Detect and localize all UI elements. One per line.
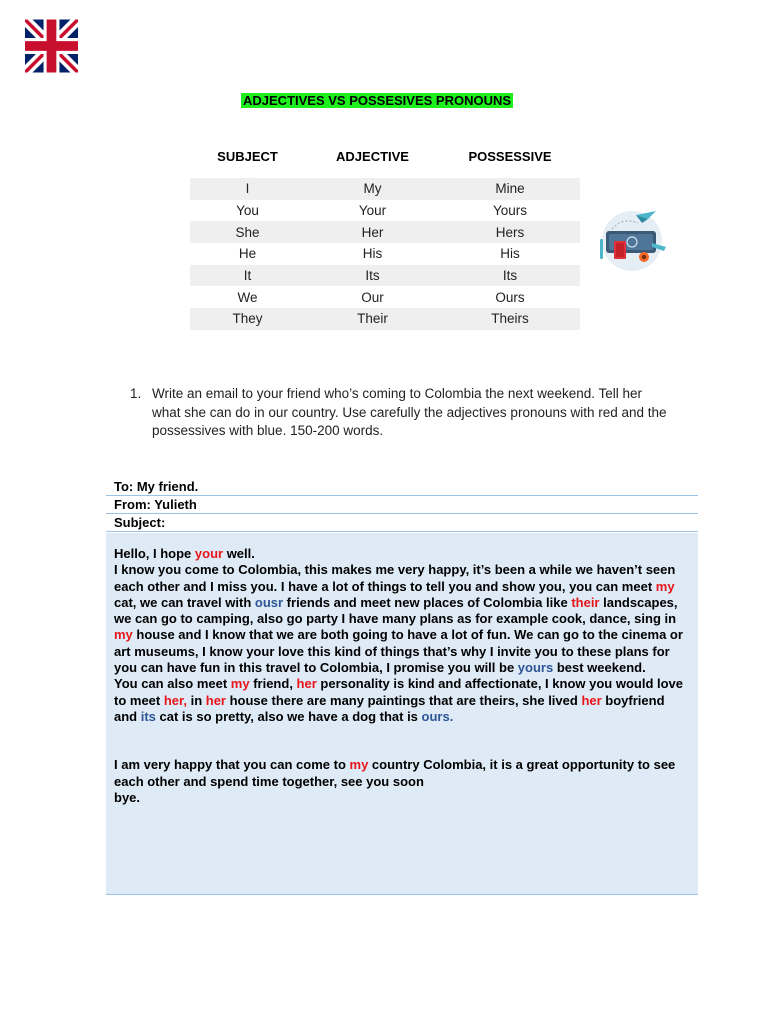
email-text: You can also meet xyxy=(114,676,231,692)
column-header: SUBJECT xyxy=(217,148,278,164)
email-text: I know you come to Colombia, this makes me very happy, it’s been a while we haven’t seen each other and I miss you. I have a lot of things to tell you and show you, you can meet xyxy=(114,562,676,594)
email-text: Hello, I hope xyxy=(114,546,195,561)
email-paragraph xyxy=(114,790,690,806)
instruction-number: 1. xyxy=(130,386,142,401)
table-cell: Yours xyxy=(492,203,528,219)
table-cell: We xyxy=(237,289,258,305)
table-cell: I xyxy=(245,181,250,197)
adjective-word: her xyxy=(205,692,226,708)
table-cell: Their xyxy=(357,311,388,327)
table-cell: Theirs xyxy=(491,311,529,327)
email-paragraph xyxy=(114,757,690,790)
email-text: bye. xyxy=(114,789,141,805)
table-cell: Her xyxy=(361,224,384,240)
email-text: cat is so pretty, also we have a dog that is xyxy=(155,708,422,724)
adjective-word: your xyxy=(194,546,224,561)
email-text: cat, we can travel with xyxy=(114,594,255,610)
email-text: house there are many paintings that are theirs, she lived xyxy=(225,692,582,708)
table-row xyxy=(190,265,580,287)
page-title: ADJECTIVES VS POSSESIVES PRONOUNS xyxy=(243,93,512,108)
table-row xyxy=(190,221,580,243)
possessive-word: ousr xyxy=(254,594,284,610)
table-cell: Its xyxy=(365,268,380,284)
column-header: ADJECTIVE xyxy=(336,148,409,164)
instruction-text: Write an email to your friend who’s coming to Colombia the next weekend. Tell her what she can do in our country. Use carefully the adjectives pronouns with red and the possessives with blue. 150-200 words. xyxy=(152,386,667,438)
email-text: I am very happy that you can come to xyxy=(114,757,350,773)
column-header: POSSESSIVE xyxy=(468,148,552,164)
table-cell: Hers xyxy=(495,224,525,240)
email-paragraph xyxy=(114,562,690,676)
table-row xyxy=(190,200,580,222)
table-cell: Our xyxy=(361,289,384,305)
table-cell: My xyxy=(363,181,382,197)
email-text: house and I know that we are both going to have a lot of fun. We can go to the cinema or art museums, I know your love this kind of things that’s why I invite you to these plans for you can have fun in this travel to Colombia, I promise you will be xyxy=(114,627,683,676)
table-cell: Mine xyxy=(495,181,525,197)
email-text: in xyxy=(186,692,206,708)
table-row xyxy=(190,178,580,200)
adjective-word: my xyxy=(349,757,369,773)
email-box xyxy=(106,478,698,895)
table-cell: She xyxy=(235,224,260,240)
instruction xyxy=(128,385,668,441)
email-text: well. xyxy=(223,546,255,561)
table-row xyxy=(190,243,580,265)
email-text: friends and meet new places of Colombia like xyxy=(283,594,572,610)
adjective-word: her xyxy=(296,676,317,692)
table-cell: Your xyxy=(358,203,387,219)
table-header xyxy=(190,144,580,168)
table-cell: His xyxy=(500,246,520,262)
email-text: best weekend. xyxy=(553,660,646,676)
table-cell: He xyxy=(238,246,257,262)
table-cell: His xyxy=(362,246,383,262)
adjective-word: their xyxy=(571,594,600,610)
email-text: friend, xyxy=(249,676,297,692)
email-body xyxy=(106,533,698,895)
possessive-word: ours. xyxy=(421,708,454,724)
adjective-word: her xyxy=(581,692,602,708)
email-text: boyfriend and xyxy=(114,692,665,724)
email-text: landscapes, we can go to camping, also go party I have many plans as for example cook, dance, sing in xyxy=(114,594,678,627)
pronoun-table xyxy=(190,144,580,330)
email-from: From: Yulieth xyxy=(106,496,698,514)
study-desk-illustration-icon xyxy=(592,203,672,275)
email-text: country Colombia, it is a great opportunity to see each other and spend time together, see you soon xyxy=(114,757,676,789)
table-cell: Ours xyxy=(495,289,525,305)
adjective-word: my xyxy=(655,578,675,594)
table-row xyxy=(190,308,580,330)
email-paragraph xyxy=(114,546,690,562)
table-cell: It xyxy=(243,268,252,284)
email-to: To: My friend. xyxy=(106,478,698,496)
table-row xyxy=(190,286,580,308)
union-jack-flag-icon xyxy=(25,19,78,73)
possessive-word: yours xyxy=(517,660,554,676)
adjective-word: her, xyxy=(163,692,187,708)
table-cell: You xyxy=(236,203,259,219)
adjective-word: my xyxy=(114,627,133,643)
possessive-word: its xyxy=(140,708,156,724)
email-paragraph xyxy=(114,676,690,725)
adjective-word: my xyxy=(230,676,250,692)
table-cell: They xyxy=(232,311,263,327)
email-text: personality is kind and affectionate, I know you would love to meet xyxy=(114,676,684,708)
email-subject: Subject: xyxy=(106,514,698,532)
table-cell: Its xyxy=(502,268,518,284)
